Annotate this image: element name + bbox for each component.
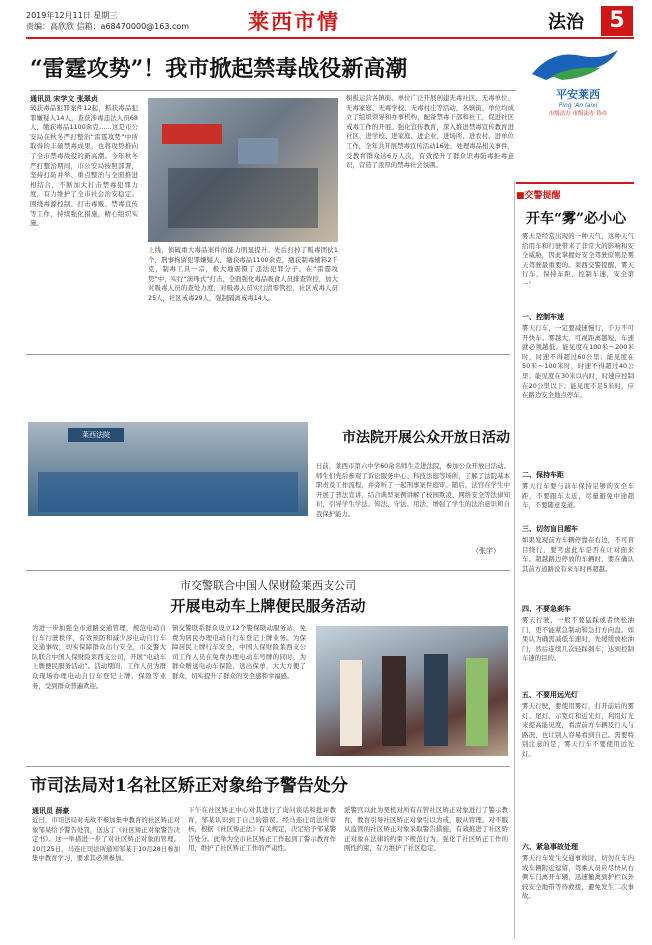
sidebar-section-body: 雾天行车要与前车保持足够的安全车距，不要跟车太近，尽量避免中途超车，不要随意变道。 [522, 482, 634, 510]
section-title: 法治 [548, 12, 584, 33]
sidebar-section-title: 六、紧急事故处理 [522, 843, 578, 851]
lead-col1: 破获毒品犯罪案件12起，抓获毒品犯罪嫌疑人14人，查获涉毒违法人员68人，缴获毒品1100余克……这是市公安局在秋冬严打整治“雷霆攻势”中所取得的丰硕禁毒成果，也将攻势推向了全市禁毒战役的新高潮。今年秋冬严打整治期间，市公安局按照部署，坚持打防并举、重点整治与全面推进相结合，不断加大打击禁毒犯罪力度，有力维护了全市社会治安稳定。围绕毒源控制、打击毒贩、禁毒宣传等工作，持续强化措施，精心组织实施。 [30, 104, 138, 228]
police-headline-line2: 开展电动车上牌便民服务活动 [170, 597, 366, 615]
masthead-title: 莱西市情 [248, 9, 340, 34]
lead-col2: 上线，侦破重大毒品案件的能力明显提升。先后打掉了贩毒团伙1个，刑事拘留犯罪嫌疑人，缴获毒品1100余克，缴获制毒辅料2千克，制毒工具一宗，极大地震慑了违法犯罪分子。在“雷霆攻势”中，实行“滚珠式”打击，全面强化毒品吸食人员排查管控，加大对吸毒人员的查处力度，对吸毒人员实行清零管控，社区戒毒人员25人，社区戒毒29人，强制隔离戒毒14人。 [148, 246, 338, 302]
logo-title: 平安莱西 [556, 88, 600, 101]
sidebar-section-body: 雾天行驶，一般不要猛踩或者快松油门，更不能紧急制动和急打方向盘。如果认为确需减低车速时，先缓缓放松油门，然后连续几次轻踩刹车，达到控制车速的目的。 [522, 616, 634, 663]
lead-rule [30, 90, 516, 91]
sidebar-section-body: 如果发现前方车辆停靠在右边，不可盲目绕行，要考虑此车是否在让对面来车。超越路边停放的车辆时，要在确认其前方道路没有来车时再超越。 [522, 536, 634, 573]
sidebar-tag: ■交警提醒 [516, 191, 561, 201]
header-rule [26, 37, 634, 39]
editor-info: 责编：高欣欣 信箱：a68470000@163.com [26, 22, 190, 31]
sidebar-rule [516, 182, 634, 184]
photo-person [424, 654, 448, 746]
justice-byline: 通讯员 薛豪 [32, 807, 70, 815]
lead-headline: “雷霆攻势”！我市掀起禁毒战役新高潮 [30, 56, 408, 82]
photo-person [382, 656, 406, 746]
photo-crowd [168, 168, 318, 228]
anti-drug-photo [148, 98, 338, 242]
justice-col3: 派警官以此为契机对所有在管社区矫正对象进行了警示教育，教育引导社区矫正对象引以为戒，服从管理。对不服从监管的社区矫正对象采取警告措施，有效推进了社区矫正对象在法律的约束下规范行为，强化了社区矫正工作的刚性约束，有力维护了社区稳定。 [344, 806, 508, 853]
sidebar-intro: 雾天是经常出现的一种天气，这种天气给用车和行驶带来了非常大的影响和安全威胁，因此掌握好安全驾驶原则是雾天驾驶最重要的。莱西交警提醒，雾天行车，保持车距、控制车速，安全第一！ [522, 232, 634, 288]
justice-col1: 近日，市司法局对无故不参加集中教育的社区矫正对象邹某给予警告处罚，送达了《社区矫正对象警告决定书》。这一举措进一步了对社区矫正对象的管理。10月25日，马连庄司法所通知邹某于10月28日参加集中教育学习，要求其必须参加。 [32, 816, 180, 863]
sidebar-section-title: 二、保持车距 [522, 471, 564, 479]
photo-booth [238, 138, 278, 164]
sidebar-section-title: 四、不要急刹车 [522, 605, 571, 613]
justice-top-rule [26, 766, 510, 767]
court-body: 日前，莱西市第六中学60余名师生走进法院，参加公众开放日活动。师生们先后参观了诉讼服务中心、科技法庭等场所，了解了法院基本职责及工作流程，并旁听了一起刑事案件庭审。随后，法官在学生中开展了普法宣讲，结合典型案例讲解了校园欺凌、网络安全等法律知识，引导学生学法、知法、守法、用法，增强了学生的法治意识和自我保护能力。 [316, 462, 510, 518]
sidebar-section-title: 三、切勿盲目超车 [522, 525, 578, 533]
issue-date: 2019年12月11日 星期三 [26, 11, 118, 20]
photo-banner [162, 124, 222, 144]
logo-slogan: 市级法办 市级法办 协办 [548, 111, 608, 117]
sidebar-divider [514, 182, 515, 938]
sidebar-section-body: 雾天行车，一定要减速慢行，千万不可开快车。雾越大，可视距离越短，车速就必须越低。能见度在100米～200米时，时速不得超过60公里；能见度在50米～100米时，时速不得超过40公里；能见度在30米以内时，时速应控制在20公里以下；能见度不足5米时，应在路边安全地点停车。 [522, 324, 634, 400]
court-students [38, 472, 298, 512]
court-top-rule [26, 354, 510, 355]
justice-col2: 下午在社区矫正中心对其进行了询问谈话和批评教育，邹某认识到了自己的错误。经马连庄司法所审核，根据《社区矫正法》有关规定，决定给予邹某警告处分。此举为全市社区矫正工作起到了警示教育作用，维护了社区矫正工作的严肃性。 [188, 806, 336, 853]
police-col2: 镇交警联系群众设立12个警保联动服务站，免费为居民办理电动自行车登记上牌业务。为保障居民上牌行车安全，中国人保财险莱西支公司工作人员在免费办理电动车号牌的同时，为群众赠送电动车保险，送出保单，大大方便了群众，切实提升了群众的安全感和幸福感。 [172, 624, 306, 680]
dove-logo-icon [522, 44, 634, 84]
sidebar-section-body: 雾天行车发生交通事故时，切勿在车内或车辆附近逗留，驾乘人员应尽快从右侧车门离开车辆，迅速撤离到护栏以外较安全地带等待救援，避免发生二次事故。 [522, 854, 634, 901]
logo-pinyin: Ping 'An laixi [558, 102, 598, 109]
page-number: 5 [601, 6, 633, 36]
lead-byline: 通讯员 宋学文 张翠贞 [30, 95, 98, 103]
court-headline: 市法院开展公众开放日活动 [342, 430, 510, 446]
sidebar-section-title: 五、不要用远光灯 [522, 691, 578, 699]
sidebar-section-title: 一、控制车速 [522, 313, 564, 321]
police-headline-line1: 市交警联合中国人保财险莱西支公司 [180, 579, 356, 592]
police-photo [316, 626, 508, 756]
justice-headline: 市司法局对1名社区矫正对象给予警告处分 [30, 776, 348, 796]
photo-person [340, 660, 362, 746]
sidebar-title: 开车“雾”必小心 [526, 211, 627, 227]
ping-an-laixi-logo [522, 44, 634, 117]
court-byline: （张宇） [472, 547, 500, 555]
photo-person [466, 658, 488, 746]
police-col1: 为进一步加强全市道路交通管理，规范电动自行车行驶秩序，有效预防和减少涉电动自行车交通事故，切实保障群众出行安全，市交警大队联合中国人保财险莱西支公司，开展“电动车上牌便民服务活动”。活动期间，工作人员为群众现场办理电动自行车登记上牌、保险等业务，受到群众普遍欢迎。 [32, 624, 166, 690]
police-top-rule [26, 570, 510, 571]
sidebar-section-body: 雾天行驶，要使用雾灯，打开前后的雾灯、尾灯、示宽灯和近光灯，利用灯光来提高能见度，看清前方车辆及行人与路况，也让别人容易看到自己。需要特别注意的是，雾天行车不要使用远光灯。 [522, 702, 634, 758]
court-banner: 莱西法院 [68, 428, 124, 442]
lead-col3: 积极运营各镇街、单位广泛开展创建无毒社区、无毒单位、无毒家庭、无毒学校、无毒村庄等活动，各镇街、单位均成立了组织领导和办事机构，配备禁毒干部和社工，促进社区戒毒工作的开展。强化宣传教育，深入推进禁毒宣传教育进社区、进学校、进家庭、进企业、进场所、进农村、进单位工作，全年共开展禁毒宣传活动16处，处理毒品相关事件，受教育群众达6万人次，有效提升了群众识毒防毒拒毒意识，营造了浓厚的禁毒社会氛围。 [346, 94, 514, 170]
